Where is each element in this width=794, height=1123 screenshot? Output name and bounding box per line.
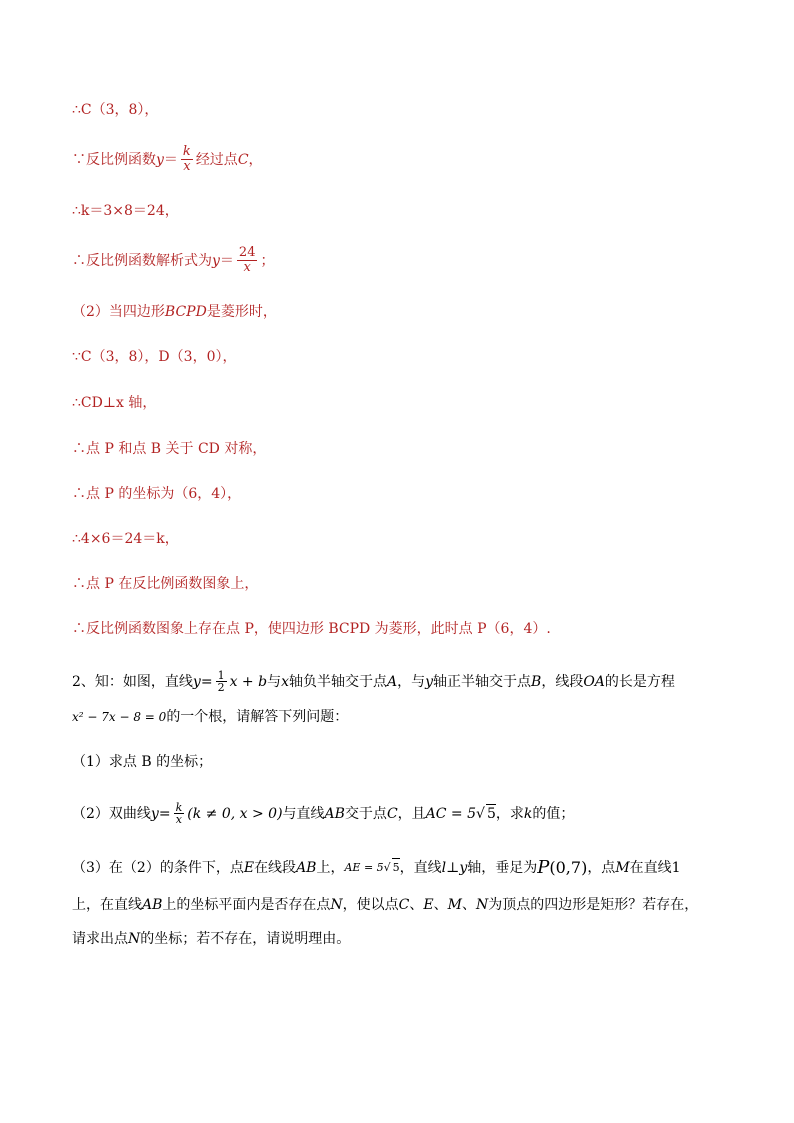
solution-text: ∴C（3，8），: [72, 102, 159, 118]
fraction-numerator: 24: [238, 245, 256, 260]
solution-text: ∴4×6＝24＝k，: [72, 531, 179, 547]
fraction-numerator: k: [182, 144, 191, 159]
solution-line-6: [72, 348, 236, 366]
fraction: [216, 670, 227, 693]
var-k: k: [523, 805, 533, 822]
solution-line-12: [72, 620, 551, 638]
solution-text: ∴反比例函数解析式为: [72, 252, 212, 269]
solution-text: ∴点 P 的坐标为（6，4），: [72, 486, 242, 502]
line-label: l: [441, 859, 447, 876]
equation: AE = 5: [344, 860, 384, 874]
point-label: N: [330, 897, 343, 913]
point-label: B: [531, 673, 542, 690]
question-text: 为顶点的四边形是矩形？若存在，: [488, 897, 699, 913]
solution-text: （2）当四边形: [72, 304, 165, 320]
fraction: [181, 145, 193, 174]
solution-text: ∴点 P 在反比例函数图象上，: [72, 576, 259, 592]
solution-text: ∴k＝3×8＝24，: [72, 203, 179, 219]
solution-line-3: [72, 202, 179, 220]
var-y: y: [212, 252, 220, 269]
question-text: 上，在直线: [72, 897, 142, 913]
fraction: [237, 246, 258, 275]
var-y: y: [150, 805, 159, 822]
question-text: 请求出点: [72, 931, 128, 947]
sqrt-symbol: √: [383, 860, 391, 874]
problem-line-2: [72, 708, 348, 726]
fraction-denominator: x: [243, 260, 251, 275]
sqrt-symbol: √: [476, 805, 485, 822]
point-label: P: [537, 856, 550, 878]
solution-line-11: [72, 575, 258, 593]
problem-text: 2、知：如图，直线: [72, 673, 193, 690]
line-label: AB: [324, 805, 345, 822]
equation: AC = 5: [425, 805, 477, 822]
fraction-denominator: x: [175, 813, 183, 826]
question-text: 、: [461, 897, 476, 913]
point-label: C: [386, 805, 398, 822]
line-label: AB: [296, 859, 317, 876]
equals-sign: =: [200, 673, 213, 690]
solution-text: ∴CD⊥x 轴，: [72, 395, 157, 411]
problem-text: 的长是方程: [604, 673, 675, 690]
punctuation: ，: [248, 151, 263, 168]
point-label: A: [386, 673, 398, 690]
fraction: [174, 802, 185, 825]
point-label: E: [243, 859, 255, 876]
question-text: 交于点: [344, 805, 387, 822]
equals-sign: ＝: [163, 151, 178, 168]
point-label: N: [128, 931, 141, 947]
point-label: E: [423, 897, 434, 913]
solution-line-4: [72, 246, 274, 275]
question-text: 上的坐标平面内是否存在点: [162, 897, 331, 913]
var-y: y: [192, 673, 201, 690]
point-label: M: [615, 859, 630, 876]
question-text: 的坐标；若不存在，请说明理由。: [140, 931, 351, 947]
line-label: AB: [142, 897, 163, 913]
shape-label: BCPD: [164, 304, 207, 320]
equation: x² − 7x − 8 = 0: [72, 710, 167, 724]
sqrt-value: 5: [486, 806, 496, 822]
question-text: ，点: [587, 859, 616, 876]
problem-text: ，与: [397, 673, 426, 690]
question-text: ，直线: [399, 859, 442, 876]
question-2: [72, 802, 574, 825]
question-text: 与直线: [282, 805, 325, 822]
fraction-denominator: 2: [217, 681, 225, 694]
problem-text: ，线段: [541, 673, 584, 690]
question-text: 在线段: [254, 859, 297, 876]
question-3-end: [72, 930, 350, 948]
perp-symbol: ⊥: [446, 859, 460, 876]
var-x: x: [281, 673, 289, 690]
solution-line-9: [72, 485, 241, 503]
var-y: y: [425, 673, 434, 690]
solution-line-5: [72, 303, 277, 321]
question-3: [72, 858, 681, 877]
solution-line-10: [72, 530, 179, 548]
point-label: N: [475, 897, 489, 913]
solution-line-2: [72, 145, 263, 174]
problem-line-1: [72, 670, 675, 693]
question-text: 、: [409, 897, 424, 913]
point-label: C: [398, 897, 410, 913]
solution-text: 是菱形时，: [206, 304, 277, 320]
solution-text: ∴反比例函数图象上存在点 P，使四边形 BCPD 为菱形，此时点 P（6，4）.: [72, 621, 551, 637]
equals-sign: =: [158, 805, 171, 822]
fraction-numerator: k: [175, 801, 183, 814]
question-text: 的值；: [532, 805, 575, 822]
problem-text: 轴正半轴交于点: [433, 673, 532, 690]
solution-text: 经过点: [195, 151, 238, 168]
solution-text: ∵反比例函数: [72, 151, 156, 168]
question-text: （1）求点 B 的坐标；: [72, 754, 213, 770]
condition: (k ≠ 0, x > 0): [187, 805, 283, 822]
point-label: C: [237, 151, 249, 168]
equals-sign: ＝: [219, 252, 234, 269]
fraction-numerator: 1: [217, 669, 225, 682]
question-text: ，求: [495, 805, 524, 822]
question-text: （2）双曲线: [72, 805, 151, 822]
question-text: 轴，垂足为: [467, 859, 538, 876]
expression: x + b: [229, 673, 268, 690]
solution-line-7: [72, 394, 156, 412]
line-number: 1: [671, 859, 681, 876]
question-text: ，使以点: [342, 897, 399, 913]
coordinate: (0,7): [549, 857, 588, 877]
problem-text: 轴负半轴交于点: [288, 673, 387, 690]
problem-text: 的一个根，请解答下列问题：: [166, 709, 349, 725]
solution-text: ∴点 P 和点 B 关于 CD 对称，: [72, 441, 267, 457]
solution-line-1: [72, 101, 158, 119]
problem-text: 与: [267, 673, 282, 690]
question-1: [72, 753, 212, 771]
question-text: ，且: [397, 805, 426, 822]
point-label: M: [447, 897, 462, 913]
question-text: 、: [433, 897, 448, 913]
question-3-cont: [72, 896, 698, 914]
var-y: y: [156, 151, 164, 168]
question-text: （3）在（2）的条件下，点: [72, 859, 244, 876]
solution-text: ∵C（3，8），D（3，0），: [72, 349, 237, 365]
question-text: 上，: [316, 859, 345, 876]
var-y: y: [459, 859, 468, 876]
question-text: 在直线: [629, 859, 672, 876]
fraction-denominator: x: [183, 159, 191, 174]
solution-line-8: [72, 440, 266, 458]
segment-label: OA: [583, 673, 605, 690]
punctuation: ；: [260, 252, 275, 269]
sqrt-value: 5: [392, 858, 400, 877]
